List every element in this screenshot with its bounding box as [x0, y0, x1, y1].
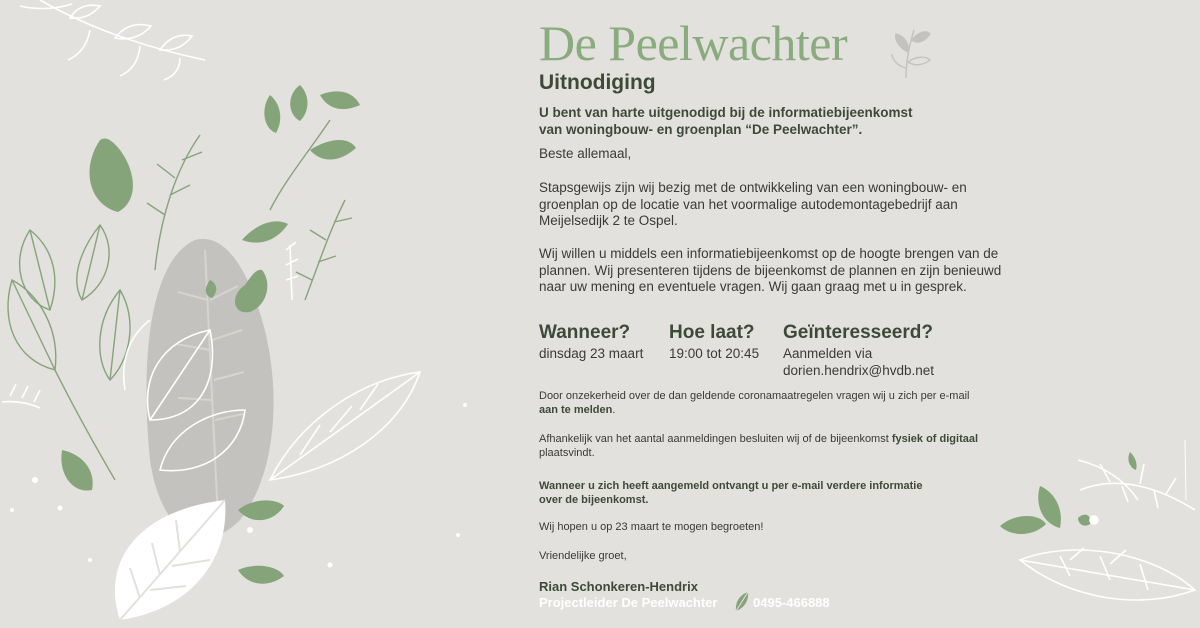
- lead-line-1: U bent van harte uitgenodigd bij de informatiebijeenkomst: [539, 105, 913, 120]
- time-title: Hoe laat?: [669, 322, 755, 343]
- signature-name: Rian Schonkeren-Hendrix: [539, 579, 698, 594]
- interest-title: Geïnteresseerd?: [783, 322, 933, 343]
- greeting: Beste allemaal,: [539, 146, 632, 161]
- decision-note-end: plaatsvindt.: [539, 447, 595, 459]
- signature-phone: 0495-466888: [753, 595, 830, 610]
- brand-title: De Peelwachter: [539, 15, 848, 71]
- time-value: 19:00 tot 20:45: [669, 346, 760, 361]
- corona-note-end: .: [612, 404, 616, 416]
- sprig-icon: [884, 16, 936, 82]
- corona-note: [539, 389, 979, 417]
- decision-note: [539, 432, 999, 460]
- paragraph-intro: Stapsgewijs zijn wij bezig met de ontwikkeling van een woningbouw- en groenplan op de locatie van het voormalige autodemontagebedrijf aan Meijelsedijk 2 te Ospel.: [539, 180, 967, 228]
- lead-line-2: van woningbouw- en groenplan “De Peelwachter”.: [539, 122, 863, 137]
- invitation-heading: Uitnodiging: [539, 71, 656, 94]
- botanical-right-illustration: [990, 440, 1200, 628]
- signature-role: Projectleider De Peelwachter: [539, 595, 718, 610]
- when-title: Wanneer?: [539, 322, 631, 343]
- decision-note-bold: fysiek of digitaal: [891, 433, 979, 445]
- invitation-lead: [539, 104, 1009, 138]
- leaf-icon: [733, 591, 751, 613]
- corona-note-bold: aan te melden: [539, 404, 613, 416]
- corona-note-text: Door onzekerheid over de dan geldende coronamaatregelen vragen wij u zich per e-mail: [539, 390, 970, 402]
- closing: Vriendelijke groet,: [539, 550, 627, 562]
- hope-note: Wij hopen u op 23 maart te mogen begroeten!: [539, 521, 764, 533]
- interest-block: [783, 345, 934, 379]
- white-sprig-top-icon: [20, 0, 205, 80]
- interest-label: Aanmelden via: [783, 346, 873, 361]
- registered-note: Wanneer u zich heeft aangemeld ontvangt u per e-mail verdere informatie over de bijeenkomst.: [539, 480, 923, 506]
- contact-email-link[interactable]: dorien.hendrix@hvdb.net: [783, 363, 935, 378]
- paragraph-plans: Wij willen u middels een informatiebijeenkomst op de hoogte brengen van de plannen. Wij presenteren tijdens de bijeenkomst de plannen en zijn benieuwd naar uw mening en eventuele vragen. Wij gaan graag met u in gesprek.: [539, 246, 1002, 294]
- when-value: dinsdag 23 maart: [539, 346, 644, 361]
- decision-note-text: Afhankelijk van het aantal aanmeldingen besluiten wij of de bijeenkomst: [539, 433, 892, 445]
